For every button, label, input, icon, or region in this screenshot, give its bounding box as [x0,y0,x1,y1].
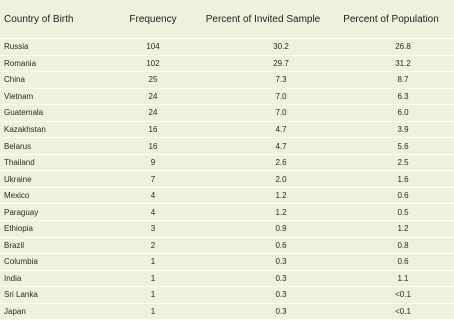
percent-invited-cell: 7.3 [198,72,328,89]
percent-population-cell: 1.2 [328,221,454,238]
country-cell: Thailand [0,154,108,171]
percent-population-cell: <0.1 [328,303,454,320]
frequency-cell: 3 [108,221,198,238]
frequency-cell: 24 [108,105,198,122]
table-row [0,88,454,105]
header-frequency: Frequency [108,0,198,39]
table-row [0,121,454,138]
frequency-cell: 1 [108,287,198,304]
percent-invited-cell: 7.0 [198,105,328,122]
frequency-cell: 4 [108,187,198,204]
percent-population-cell: 0.6 [328,187,454,204]
percent-population-cell: 6.3 [328,88,454,105]
header-row [0,0,454,39]
country-cell: Mexico [0,187,108,204]
country-cell: Romania [0,55,108,72]
frequency-cell: 4 [108,204,198,221]
percent-population-cell: 0.6 [328,254,454,271]
country-cell: Brazil [0,237,108,254]
percent-population-cell: 8.7 [328,72,454,89]
percent-population-cell: 26.8 [328,39,454,56]
percent-population-cell: <0.1 [328,287,454,304]
country-cell: India [0,270,108,287]
table-row [0,204,454,221]
frequency-cell: 1 [108,254,198,271]
percent-invited-cell: 2.0 [198,171,328,188]
table-row [0,171,454,188]
percent-invited-cell: 0.3 [198,254,328,271]
percent-invited-cell: 2.6 [198,154,328,171]
percent-population-cell: 6.0 [328,105,454,122]
table-row [0,187,454,204]
percent-invited-cell: 4.7 [198,138,328,155]
table-row [0,55,454,72]
percent-invited-cell: 0.6 [198,237,328,254]
percent-invited-cell: 1.2 [198,204,328,221]
country-cell: China [0,72,108,89]
frequency-cell: 2 [108,237,198,254]
header-percent-invited: Percent of Invited Sample [198,0,328,39]
country-cell: Guatemala [0,105,108,122]
percent-population-cell: 1.6 [328,171,454,188]
frequency-cell: 25 [108,72,198,89]
table-row [0,270,454,287]
table-header [0,0,454,39]
frequency-cell: 1 [108,270,198,287]
table-row [0,105,454,122]
table-row [0,221,454,238]
table-row [0,138,454,155]
percent-population-cell: 5.6 [328,138,454,155]
percent-invited-cell: 7.0 [198,88,328,105]
frequency-cell: 16 [108,138,198,155]
frequency-cell: 16 [108,121,198,138]
frequency-cell: 7 [108,171,198,188]
country-cell: Paraguay [0,204,108,221]
frequency-cell: 104 [108,39,198,56]
percent-population-cell: 3.9 [328,121,454,138]
percent-invited-cell: 30.2 [198,39,328,56]
percent-invited-cell: 0.3 [198,287,328,304]
frequency-cell: 24 [108,88,198,105]
country-cell: Japan [0,303,108,320]
country-cell: Vietnam [0,88,108,105]
percent-population-cell: 31.2 [328,55,454,72]
country-cell: Sri Lanka [0,287,108,304]
percent-invited-cell: 0.3 [198,270,328,287]
percent-invited-cell: 0.9 [198,221,328,238]
percent-invited-cell: 1.2 [198,187,328,204]
table-row [0,72,454,89]
frequency-cell: 9 [108,154,198,171]
table-row [0,237,454,254]
table-row [0,154,454,171]
country-cell: Kazakhstan [0,121,108,138]
country-cell: Columbia [0,254,108,271]
percent-invited-cell: 4.7 [198,121,328,138]
percent-population-cell: 2.5 [328,154,454,171]
country-cell: Ukraine [0,171,108,188]
header-country: Country of Birth [0,0,108,39]
percent-invited-cell: 29.7 [198,55,328,72]
country-cell: Ethiopia [0,221,108,238]
percent-population-cell: 0.5 [328,204,454,221]
header-percent-population: Percent of Population [328,0,454,39]
table-row [0,254,454,271]
frequency-cell: 1 [108,303,198,320]
frequency-cell: 102 [108,55,198,72]
table-row [0,39,454,56]
country-cell: Belarus [0,138,108,155]
percent-population-cell: 1.1 [328,270,454,287]
percent-population-cell: 0.8 [328,237,454,254]
percent-invited-cell: 0.3 [198,303,328,320]
table-row [0,303,454,320]
country-cell: Russia [0,39,108,56]
table-body [0,39,454,320]
table-row [0,287,454,304]
